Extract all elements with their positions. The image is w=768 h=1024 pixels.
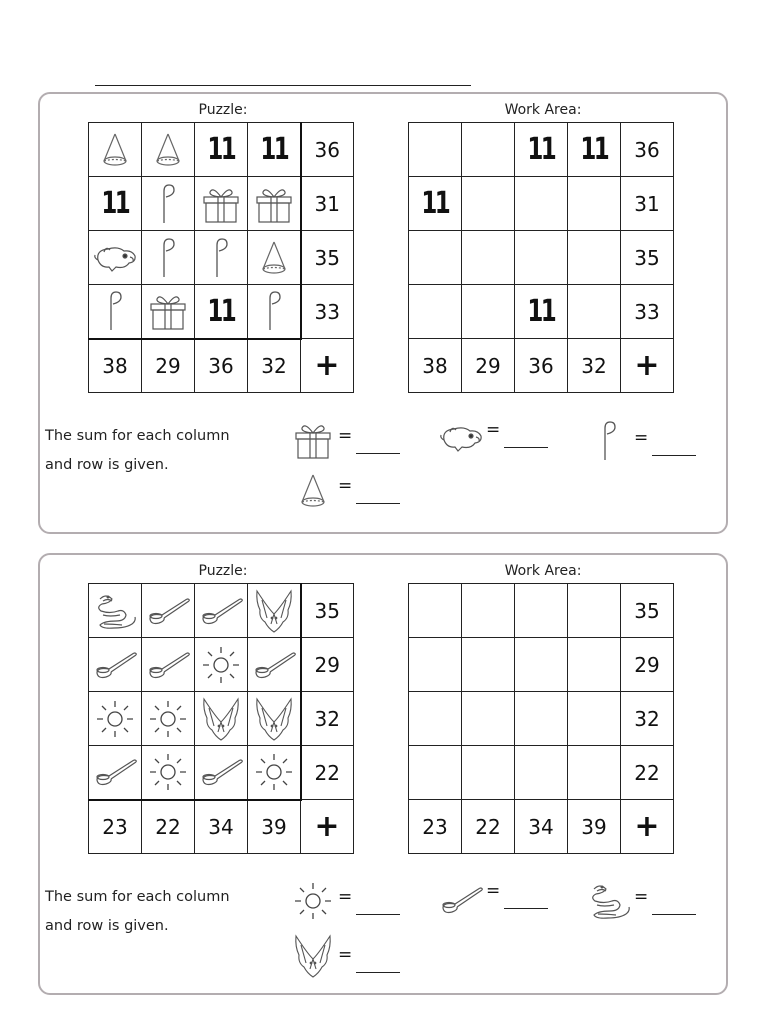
eleven-symbol: 11: [101, 186, 129, 221]
equals-sign: =: [338, 426, 353, 446]
equals-sign: =: [634, 887, 649, 907]
plus-sign: +: [621, 339, 674, 393]
gift-icon: [248, 184, 300, 224]
cone-icon: [89, 131, 141, 169]
pipe-icon: [438, 885, 484, 915]
grid-cell[interactable]: [515, 638, 568, 692]
grid-cell: [142, 638, 195, 692]
grid-cell: [89, 123, 142, 177]
grid-row: [89, 285, 354, 339]
rule-line-2: and row is given.: [45, 918, 169, 934]
eleven-symbol: 11: [527, 294, 555, 329]
grid-row: [89, 692, 354, 746]
answer-blank[interactable]: [356, 502, 400, 504]
row-sum: 29: [301, 638, 354, 692]
grid-cell: [248, 177, 301, 231]
column-sum: 22: [462, 800, 515, 854]
pipe-icon: [142, 650, 194, 680]
grid-cell: [89, 231, 142, 285]
equals-sign: =: [634, 428, 649, 448]
grid-cell[interactable]: [462, 231, 515, 285]
grid-cell[interactable]: [462, 638, 515, 692]
grid-row: [409, 638, 674, 692]
grid-row: [89, 177, 354, 231]
legend-snake: [586, 881, 696, 921]
bat-icon: [248, 696, 300, 742]
plus-sign: +: [301, 339, 354, 393]
music-note-icon: [89, 290, 141, 332]
pipe-icon: [142, 596, 194, 626]
work-area-label: Work Area:: [504, 102, 582, 118]
row-sum: 36: [301, 123, 354, 177]
sum-row: [409, 339, 674, 393]
grid-cell[interactable]: [409, 746, 462, 800]
row-sum: 31: [301, 177, 354, 231]
grid-cell[interactable]: [409, 285, 462, 339]
grid-cell[interactable]: [568, 638, 621, 692]
rule-line-2: and row is given.: [45, 457, 169, 473]
grid-cell[interactable]: [409, 123, 462, 177]
grid-row: [409, 231, 674, 285]
grid-cell: [195, 123, 248, 177]
equals-sign: =: [338, 476, 353, 496]
sun-icon: [142, 752, 194, 792]
grid-cell: [142, 231, 195, 285]
sun-icon: [248, 752, 300, 792]
grid-cell: [89, 177, 142, 231]
row-sum: 35: [621, 584, 674, 638]
puzzle-panel-2: [38, 553, 728, 995]
legend-cone: [290, 472, 400, 510]
grid-row: [89, 231, 354, 285]
grid-cell[interactable]: [568, 584, 621, 638]
cone-icon: [290, 472, 336, 510]
grid-cell: [248, 231, 301, 285]
row-sum: 36: [621, 123, 674, 177]
bat-icon: [195, 696, 247, 742]
answer-blank[interactable]: [356, 971, 400, 973]
column-sum: 39: [568, 800, 621, 854]
row-sum: 32: [621, 692, 674, 746]
answer-blank[interactable]: [356, 452, 400, 454]
grid-cell[interactable]: [515, 746, 568, 800]
grid-cell[interactable]: [462, 123, 515, 177]
eleven-symbol: 11: [207, 132, 235, 167]
grid-cell: [195, 638, 248, 692]
row-sum: 32: [301, 692, 354, 746]
grid-cell: [195, 231, 248, 285]
sun-icon: [195, 645, 247, 685]
work-area-grid[interactable]: [408, 122, 674, 393]
music-note-icon: [248, 290, 300, 332]
column-sum: 23: [89, 800, 142, 854]
work-area-grid[interactable]: [408, 583, 674, 854]
answer-blank[interactable]: [504, 446, 548, 448]
grid-cell[interactable]: [515, 692, 568, 746]
pipe-icon: [89, 650, 141, 680]
grid-cell[interactable]: [515, 584, 568, 638]
bat-icon: [290, 933, 336, 979]
plus-sign: +: [621, 800, 674, 854]
snake-icon: [89, 591, 141, 631]
grid-cell[interactable]: [568, 231, 621, 285]
grid-cell: [89, 638, 142, 692]
grid-cell: [142, 177, 195, 231]
sum-row: [89, 800, 354, 854]
grid-row: [89, 746, 354, 800]
puzzle-panel-1: [38, 92, 728, 534]
grid-cell: [248, 285, 301, 339]
pipe-icon: [195, 596, 247, 626]
eleven-symbol: 11: [580, 132, 608, 167]
eleven-symbol: 11: [260, 132, 288, 167]
plus-sign: +: [301, 800, 354, 854]
grid-row: [89, 123, 354, 177]
grid-cell: [248, 638, 301, 692]
music-note-icon: [586, 420, 632, 462]
column-sum: 38: [409, 339, 462, 393]
sun-icon: [142, 699, 194, 739]
legend-sun: [290, 881, 400, 921]
grid-cell[interactable]: [515, 123, 568, 177]
grid-cell: [89, 584, 142, 638]
legend-pipe: [438, 881, 548, 915]
column-sum: 23: [409, 800, 462, 854]
grid-cell: [89, 692, 142, 746]
grid-cell[interactable]: [568, 177, 621, 231]
equals-sign: =: [338, 945, 353, 965]
column-sum: 29: [142, 339, 195, 393]
grid-cell: [195, 177, 248, 231]
column-sum: 38: [89, 339, 142, 393]
grid-cell[interactable]: [409, 231, 462, 285]
cone-icon: [142, 131, 194, 169]
column-sum: 36: [195, 339, 248, 393]
grid-cell: [142, 692, 195, 746]
row-sum: 33: [301, 285, 354, 339]
legend-gift: [290, 420, 400, 460]
pig-icon: [438, 422, 484, 454]
grid-cell: [89, 285, 142, 339]
music-note-icon: [142, 183, 194, 225]
puzzle-label: Puzzle:: [198, 102, 248, 118]
equals-sign: =: [486, 420, 501, 440]
column-sum: 36: [515, 339, 568, 393]
row-sum: 33: [621, 285, 674, 339]
gift-icon: [290, 420, 336, 460]
grid-cell: [89, 746, 142, 800]
answer-blank[interactable]: [652, 913, 696, 915]
grid-row: [409, 123, 674, 177]
grid-cell: [142, 746, 195, 800]
row-sum: 31: [621, 177, 674, 231]
grid-cell: [142, 584, 195, 638]
grid-cell[interactable]: [409, 584, 462, 638]
grid-cell: [248, 123, 301, 177]
grid-cell[interactable]: [515, 285, 568, 339]
grid-cell[interactable]: [409, 638, 462, 692]
grid-cell: [248, 692, 301, 746]
grid-cell[interactable]: [515, 177, 568, 231]
grid-cell[interactable]: [409, 692, 462, 746]
bat-icon: [248, 588, 300, 634]
name-line[interactable]: [95, 85, 471, 86]
answer-blank[interactable]: [504, 907, 548, 909]
row-sum: 29: [621, 638, 674, 692]
grid-row: [409, 692, 674, 746]
grid-cell[interactable]: [462, 692, 515, 746]
column-sum: 29: [462, 339, 515, 393]
grid-cell[interactable]: [462, 746, 515, 800]
legend-pig: [438, 420, 548, 454]
equals-sign: =: [486, 881, 501, 901]
sun-icon: [89, 699, 141, 739]
row-sum: 22: [301, 746, 354, 800]
answer-blank[interactable]: [356, 913, 400, 915]
cone-icon: [248, 239, 300, 277]
answer-blank[interactable]: [652, 454, 696, 456]
snake-icon: [586, 881, 632, 921]
grid-cell[interactable]: [462, 584, 515, 638]
grid-row: [89, 638, 354, 692]
work-area-label: Work Area:: [504, 563, 582, 579]
eleven-symbol: 11: [207, 293, 235, 329]
legend-bat: [290, 933, 400, 979]
sum-row: [409, 800, 674, 854]
grid-cell: [195, 285, 248, 339]
pipe-icon: [248, 650, 300, 680]
pipe-icon: [89, 757, 141, 787]
eleven-symbol: 11: [527, 132, 555, 167]
grid-row: [409, 746, 674, 800]
grid-cell: [248, 584, 301, 638]
column-sum: 34: [515, 800, 568, 854]
music-note-icon: [195, 237, 247, 279]
rule-text: [45, 883, 230, 941]
row-sum: 35: [301, 231, 354, 285]
gift-icon: [142, 291, 194, 331]
grid-cell[interactable]: [568, 285, 621, 339]
column-sum: 32: [568, 339, 621, 393]
rule-line-1: The sum for each column: [45, 428, 230, 444]
grid-cell[interactable]: [568, 692, 621, 746]
grid-cell: [142, 123, 195, 177]
grid-cell: [142, 285, 195, 339]
grid-row: [409, 584, 674, 638]
grid-cell[interactable]: [515, 231, 568, 285]
grid-row: [89, 584, 354, 638]
puzzle-grid: [88, 583, 354, 854]
grid-cell[interactable]: [568, 746, 621, 800]
rule-line-1: The sum for each column: [45, 889, 230, 905]
puzzle-label: Puzzle:: [198, 563, 248, 579]
rule-text: [45, 422, 230, 480]
pipe-icon: [195, 757, 247, 787]
column-sum: 22: [142, 800, 195, 854]
column-sum: 32: [248, 339, 301, 393]
equals-sign: =: [338, 887, 353, 907]
grid-cell: [195, 584, 248, 638]
sum-row: [89, 339, 354, 393]
row-sum: 35: [301, 584, 354, 638]
music-note-icon: [142, 237, 194, 279]
puzzle-grid: [88, 122, 354, 393]
column-sum: 34: [195, 800, 248, 854]
grid-cell[interactable]: [409, 177, 462, 231]
column-sum: 39: [248, 800, 301, 854]
pig-icon: [89, 242, 141, 274]
gift-icon: [195, 184, 247, 224]
grid-row: [409, 285, 674, 339]
row-sum: 22: [621, 746, 674, 800]
sun-icon: [290, 881, 336, 921]
grid-cell[interactable]: [568, 123, 621, 177]
legend-note: [586, 420, 696, 462]
eleven-symbol: 11: [421, 186, 449, 221]
grid-cell: [248, 746, 301, 800]
grid-row: [409, 177, 674, 231]
grid-cell: [195, 692, 248, 746]
grid-cell: [195, 746, 248, 800]
grid-cell[interactable]: [462, 177, 515, 231]
row-sum: 35: [621, 231, 674, 285]
grid-cell[interactable]: [462, 285, 515, 339]
